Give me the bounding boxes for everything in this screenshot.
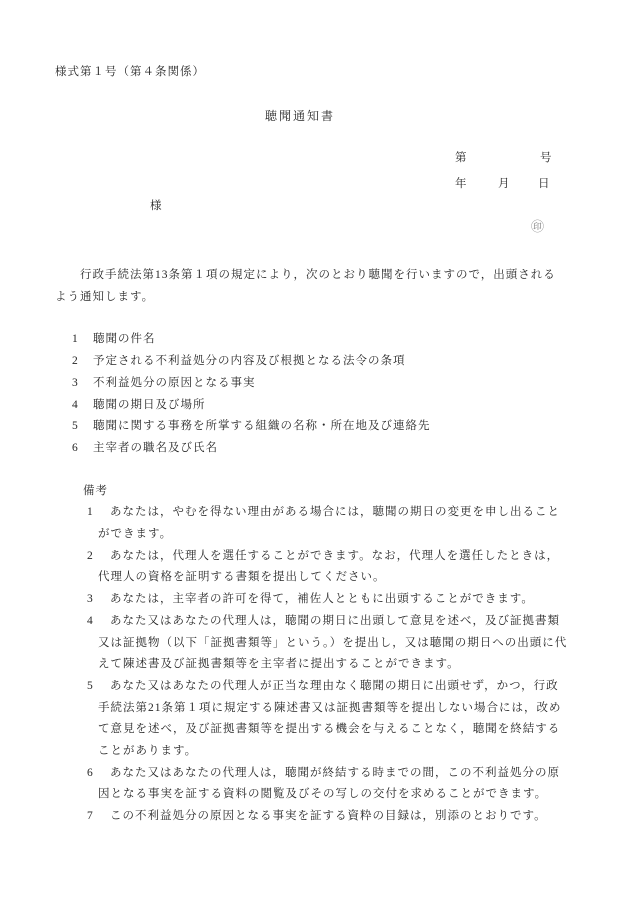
remark-number: 5 [87,679,94,692]
remark-item [55,611,583,676]
remark-number: 3 [87,593,94,606]
remark-line: あなた又はあなたの代理人は，聴聞の期日に出頭して意見を述べ，及び証拠書類 [110,614,560,627]
remark-line: ができます。 [98,528,173,541]
addressee-honorific: 様 [150,200,163,212]
list-item [55,373,583,395]
document-title: 聴聞通知書 [264,109,335,123]
list-item [55,395,583,417]
remark-line: あなた又はあなたの代理人は，聴聞が終結する時までの間，この不利益処分の原 [110,766,560,779]
remark-item [55,502,583,545]
list-item-number: 1 [72,333,79,346]
remark-line: この不利益処分の原因となる事実を証する資粋の目録は，別添のとおりです。 [110,810,547,823]
remark-line: 手続法第21条第１項に規定する陳述書又は証拠書類等を提出しない場合には，改め [98,701,562,714]
list-item-text: 聴聞に関する事務を所掌する組織の名称・所在地及び連絡先 [93,420,431,433]
remark-number: 4 [87,614,94,627]
notice-paragraph-line: よう通知します。 [55,290,155,303]
seal-mark-icon: ㊞ [531,219,545,234]
list-item-number: 3 [72,376,79,389]
remark-line: あなたは，主宰者の許可を得て，補佐人とともに出頭することができます。 [110,593,534,606]
list-item-number: 5 [72,420,79,433]
remark-line: ことがあります。 [98,745,198,758]
date-year-label: 年 [455,178,468,190]
list-item [55,329,583,351]
list-item-text: 不利益処分の原因となる事実 [93,376,256,389]
remark-line: あなたは，代理人を選任することができます。なお，代理人を選任したときは， [110,549,560,562]
list-item-text: 予定される不利益処分の内容及び根拠となる法令の条項 [93,355,406,368]
remark-number: 1 [87,506,94,519]
list-item-text: 聴聞の期日及び場所 [93,398,206,411]
remark-line: 又は証拠物（以下「証拠書類等」という。）を提出し，又は聴聞の期日への出頭に代 [98,636,568,649]
remark-line: て意見を述べ，及び証拠書類等を提出する機会を与えることなく，聴聞を終結する [98,723,561,736]
notice-paragraph-line: 行政手続法第13条第１項の規定により，次のとおり聴聞を行いますので，出頭される [80,269,556,281]
remark-line: あなた又はあなたの代理人が正当な理由なく聴聞の期日に出頭せず，かつ，行政 [110,679,559,692]
remark-item [55,546,583,589]
list-item-number: 2 [72,355,79,368]
document-number-suffix: 号 [540,152,553,164]
form-number-label: 様式第１号（第４条関係） [55,66,205,78]
remark-item [55,763,583,806]
hearing-item-list [55,329,583,459]
remark-item [55,806,583,828]
list-item [55,438,583,460]
remark-line: 因となる事実を証する資料の閲覧及びその写しの交付を求めることができます。 [98,788,548,801]
document-body [55,265,583,828]
remark-number: 2 [87,549,94,562]
document-number-prefix: 第 [455,152,468,164]
list-item-text: 主宰者の職名及び氏名 [93,441,218,454]
list-item [55,416,583,438]
remark-line: あなたは，やむを得ない理由がある場合には，聴聞の期日の変更を申し出ること [110,506,560,519]
date-day-label: 日 [538,178,551,190]
remark-line: 代理人の資格を証明する書類を提出してください。 [98,571,386,584]
date-month-label: 月 [498,178,511,190]
remark-number: 7 [87,810,94,823]
list-item-text: 聴聞の件名 [93,333,156,346]
notice-paragraph [55,265,583,308]
remark-item [55,676,583,763]
list-item-number: 4 [72,398,79,411]
remark-number: 6 [87,766,94,779]
list-item-number: 6 [72,441,79,454]
remark-item [55,589,583,611]
remark-line: えて陳述書及び証拠書類等を主宰者に提出することができます。 [98,658,460,671]
remarks-list [55,502,583,828]
list-item [55,351,583,373]
remarks-heading: 備考 [83,484,108,497]
